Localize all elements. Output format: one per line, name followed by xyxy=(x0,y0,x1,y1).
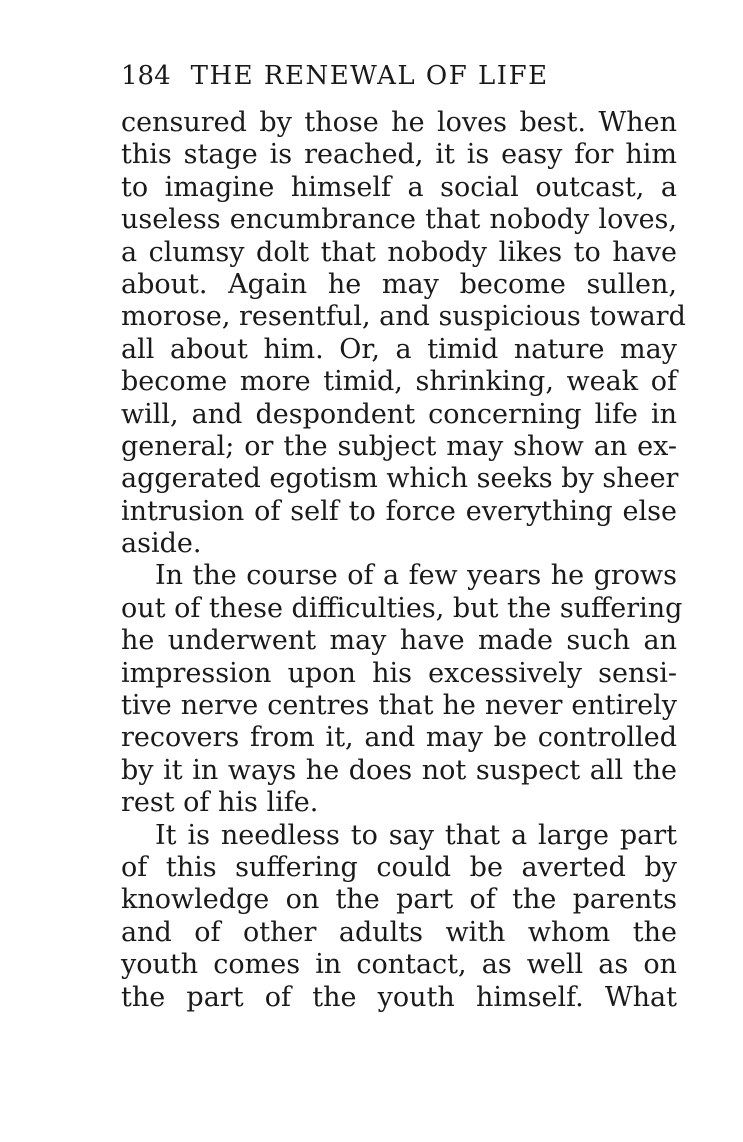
text-line: to imagine himself a social outcast, a xyxy=(121,171,677,203)
text-line: become more timid, shrinking, weak of xyxy=(121,366,677,398)
text-line: of this suffering could be averted by xyxy=(121,851,677,883)
text-line: youth comes in contact, as well as on xyxy=(121,949,677,981)
text-line: about. Again he may become sullen, xyxy=(121,268,677,300)
text-line: all about him. Or, a timid nature may xyxy=(121,333,677,365)
text-line: the part of the youth himself. What xyxy=(121,981,677,1013)
text-line: intrusion of self to force everything else xyxy=(121,495,677,527)
text-line: useless encumbrance that nobody loves, xyxy=(121,204,677,236)
text-line: aggerated egotism which seeks by sheer xyxy=(121,463,679,495)
text-line: a clumsy dolt that nobody likes to have xyxy=(121,236,677,268)
text-line: In the course of a few years he grows xyxy=(155,560,677,592)
running-header xyxy=(121,56,681,96)
text-line: tive nerve centres that he never entirely xyxy=(121,690,677,722)
text-line: and of other adults with whom the xyxy=(121,916,677,948)
body-text xyxy=(121,107,686,1014)
text-line: rest of his life. xyxy=(121,787,319,819)
text-line: recovers from it, and may be controlled xyxy=(121,722,677,754)
page-number: 184 xyxy=(121,61,171,91)
text-line: by it in ways he does not suspect all the xyxy=(121,754,677,786)
text-line: censured by those he loves best. When xyxy=(121,107,677,138)
text-line: knowledge on the part of the parents xyxy=(121,884,677,916)
running-title: THE RENEWAL OF LIFE xyxy=(190,61,549,91)
text-line: impression upon his excessively sensi- xyxy=(121,657,677,689)
text-line: It is needless to say that a large part xyxy=(155,819,677,851)
text-line: aside. xyxy=(121,528,202,560)
text-line: general; or the subject may show an ex- xyxy=(121,430,677,462)
text-line: out of these difficulties, but the suffering xyxy=(121,592,683,624)
text-line: will, and despondent concerning life in xyxy=(121,398,677,430)
text-line: morose, resentful, and suspicious toward xyxy=(121,301,686,333)
text-line: this stage is reached, it is easy for him xyxy=(121,139,677,171)
text-line: he underwent may have made such an xyxy=(121,625,677,657)
